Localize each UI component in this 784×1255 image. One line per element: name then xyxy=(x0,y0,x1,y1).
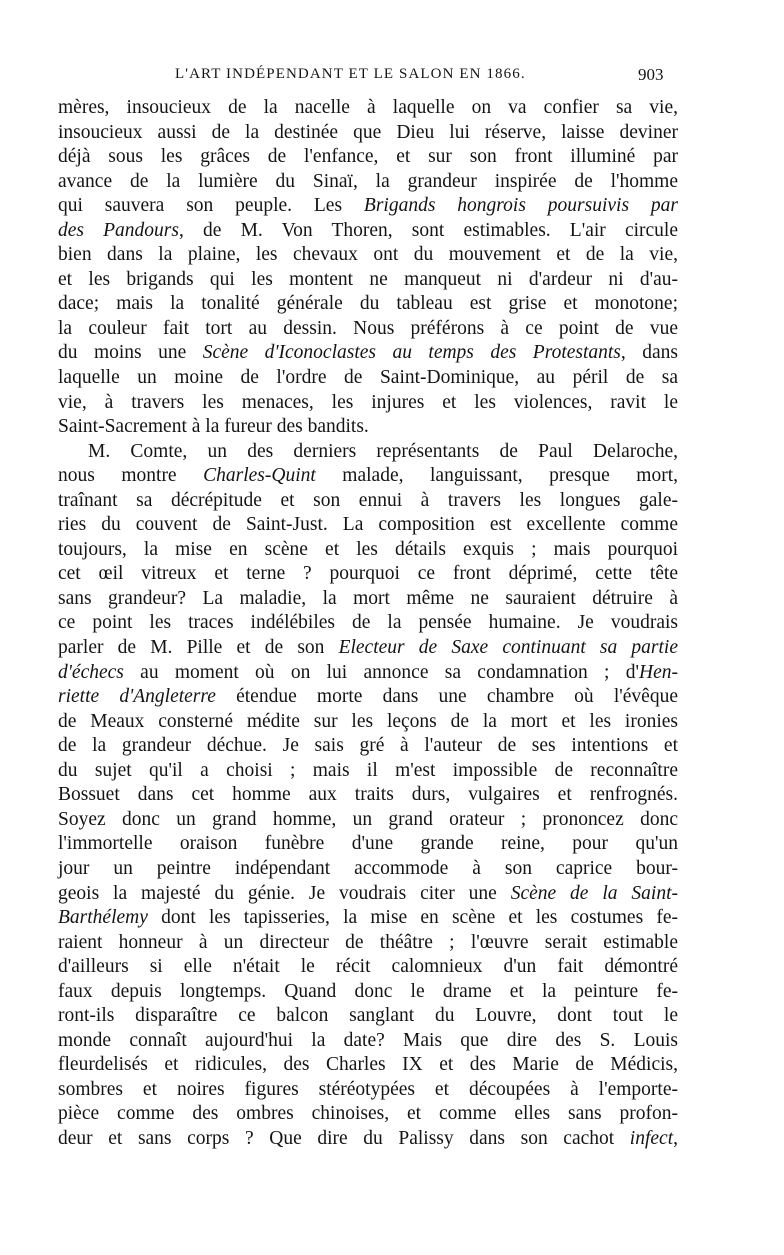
text-line xyxy=(58,661,678,686)
text-run: M. Comte, un des derniers représentants de Paul Delaroche, xyxy=(88,440,678,462)
text-line xyxy=(58,243,678,268)
italic-text: Barthélemy xyxy=(58,907,148,929)
text-run: cet œil vitreux et terne ? pourquoi ce front déprimé, cette tête xyxy=(58,563,678,585)
text-run: laquelle un moine de l'ordre de Saint-Dominique, au péril de sa xyxy=(58,367,678,389)
text-run: toujours, la mise en scène et les détails exquis ; mais pourquoi xyxy=(58,538,678,560)
text-run: de Meaux consterné médite sur les leçons de la mort et les ironies xyxy=(58,710,678,732)
text-line xyxy=(58,194,678,219)
text-run: faux depuis longtemps. Quand donc le drame et la peinture fe- xyxy=(58,980,678,1002)
text-line xyxy=(58,1053,678,1078)
italic-text: Electeur de Saxe continuant sa partie xyxy=(338,637,679,659)
text-line xyxy=(58,832,678,857)
text-line xyxy=(58,857,678,882)
text-line xyxy=(58,734,678,759)
italic-text: Hen- xyxy=(639,661,678,683)
italic-text: Scène de la Saint- xyxy=(510,882,678,904)
text-run: du sujet qu'il a choisi ; mais il m'est impossible de reconnaître xyxy=(58,759,678,781)
text-run: insoucieux aussi de la destinée que Dieu lui réserve, laisse deviner xyxy=(58,121,678,143)
text-run: la couleur fait tort au dessin. Nous préférons à ce point de vue xyxy=(58,317,678,339)
text-line xyxy=(58,1004,678,1029)
text-run: dace; mais la tonalité générale du tableau est grise et monotone; xyxy=(58,293,678,315)
text-run: Bossuet dans cet homme aux traits durs, vulgaires et renfrognés. xyxy=(58,784,678,806)
text-line xyxy=(58,808,678,833)
running-title: L'ART INDÉPENDANT ET LE SALON EN 1866. xyxy=(175,66,526,82)
text-run: d'ailleurs si elle n'était le récit calomnieux d'un fait démontré xyxy=(58,956,678,978)
text-line xyxy=(58,587,678,612)
text-run: ries du couvent de Saint-Just. La composition est excellente comme xyxy=(58,514,678,536)
text-line xyxy=(58,1102,678,1127)
text-run: geois la majesté du génie. Je voudrais citer une xyxy=(58,882,511,904)
text-run: bien dans la plaine, les chevaux ont du mouvement et de la vie, xyxy=(58,244,678,266)
text-line xyxy=(58,489,678,514)
text-run: Saint-Sacrement à la fureur des bandits. xyxy=(58,416,369,438)
body-text xyxy=(58,96,678,1152)
text-run: deur et sans corps ? Que dire du Palissy dans son cachot xyxy=(58,1127,630,1149)
text-line xyxy=(58,1078,678,1103)
text-run: pièce comme des ombres chinoises, et comme elles sans profon- xyxy=(58,1103,678,1125)
text-line xyxy=(58,710,678,735)
text-run: dont les tapisseries, la mise en scène et les costumes fe- xyxy=(147,907,678,929)
text-line xyxy=(58,170,678,195)
text-line xyxy=(58,341,678,366)
italic-text: infect xyxy=(629,1127,674,1149)
text-line xyxy=(58,783,678,808)
text-run: , de M. Von Thoren, sont estimables. L'air circule xyxy=(179,219,678,241)
text-run: traînant sa décrépitude et son ennui à travers les longues gale- xyxy=(58,489,678,511)
text-line xyxy=(58,268,678,293)
paragraph-end-line xyxy=(58,415,678,440)
text-line xyxy=(58,292,678,317)
text-run: ce point les traces indélébiles de la pensée humaine. Je voudrais xyxy=(58,612,678,634)
text-run: au moment où on lui annonce sa condamnation ; d' xyxy=(123,661,640,683)
running-header xyxy=(0,66,784,90)
text-line xyxy=(58,882,678,907)
text-run: Soyez donc un grand homme, un grand orateur ; prononcez donc xyxy=(58,808,678,830)
text-run: jour un peintre indépendant accommode à son caprice bour- xyxy=(58,857,678,879)
text-run: malade, languissant, presque mort, xyxy=(315,465,678,487)
text-run: mères, insoucieux de la nacelle à laquelle on va confier sa vie, xyxy=(58,97,678,118)
text-run: sombres et noires figures stéréotypées et découpées à l'emporte- xyxy=(58,1078,678,1100)
text-run: , dans xyxy=(620,342,678,364)
text-run: avance de la lumière du Sinaï, la grandeur inspirée de l'homme xyxy=(58,170,678,192)
text-run: étendue morte dans une chambre où l'évêque xyxy=(215,686,678,708)
text-run: vie, à travers les menaces, les injures et les violences, ravit le xyxy=(58,391,678,413)
text-line xyxy=(58,96,678,121)
text-line xyxy=(58,513,678,538)
italic-text: d'échecs xyxy=(58,661,124,683)
text-run: , xyxy=(673,1127,678,1149)
text-line xyxy=(58,980,678,1005)
text-line xyxy=(58,1127,678,1152)
page-number: 903 xyxy=(638,65,664,84)
text-run: nous montre xyxy=(58,465,204,487)
text-run: sans grandeur? La maladie, la mort même ne sauraient détruire à xyxy=(58,587,678,609)
text-run: l'immortelle oraison funèbre d'une grande reine, pour qu'un xyxy=(58,833,678,855)
italic-text: Charles-Quint xyxy=(203,465,316,487)
paragraph-start-line xyxy=(58,440,678,465)
text-run: qui sauvera son peuple. Les xyxy=(58,195,364,217)
text-run: déjà sous les grâces de l'enfance, et sur son front illuminé par xyxy=(58,146,678,168)
text-run: fleurdelisés et ridicules, des Charles IX et des Marie de Médicis, xyxy=(58,1054,678,1076)
text-run: parler de M. Pille et de son xyxy=(58,637,339,659)
text-line xyxy=(58,121,678,146)
text-line xyxy=(58,685,678,710)
text-line xyxy=(58,391,678,416)
text-line xyxy=(58,538,678,563)
text-line xyxy=(58,145,678,170)
text-line xyxy=(58,366,678,391)
text-line xyxy=(58,562,678,587)
text-line xyxy=(58,317,678,342)
text-line xyxy=(58,636,678,661)
italic-text: riette d'Angleterre xyxy=(58,686,216,708)
text-run: et les brigands qui les montent ne manqueut ni d'ardeur ni d'au- xyxy=(58,268,678,290)
text-line xyxy=(58,955,678,980)
italic-text: Scène d'Iconoclastes au temps des Protestants xyxy=(202,342,621,364)
text-run: du moins une xyxy=(58,342,203,364)
text-run: raient honneur à un directeur de théâtre ; l'œuvre serait estimable xyxy=(58,931,678,953)
text-run: monde connaît aujourd'hui la date? Mais que dire des S. Louis xyxy=(58,1029,678,1051)
text-line xyxy=(58,1029,678,1054)
text-line xyxy=(58,759,678,784)
italic-text: des Pandours xyxy=(58,219,179,241)
italic-text: Brigands hongrois poursuivis par xyxy=(363,195,679,217)
text-line xyxy=(58,931,678,956)
text-run: de la grandeur déchue. Je sais gré à l'auteur de ses intentions et xyxy=(58,735,678,757)
text-line xyxy=(58,906,678,931)
text-line xyxy=(58,219,678,244)
text-line xyxy=(58,464,678,489)
text-run: ront-ils disparaître ce balcon sanglant du Louvre, dont tout le xyxy=(58,1005,678,1027)
text-line xyxy=(58,611,678,636)
